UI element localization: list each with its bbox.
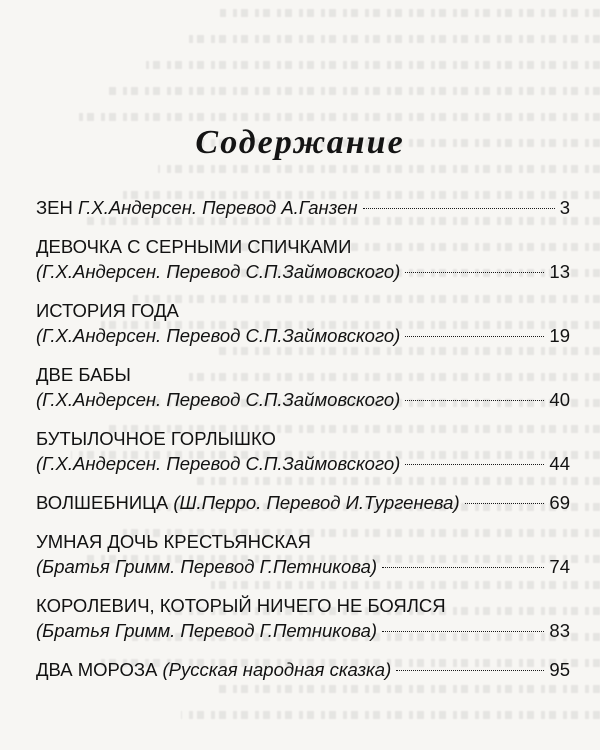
toc-line	[36, 195, 570, 220]
entry-page-number: 44	[549, 453, 570, 474]
entry-title: ДВЕ БАБЫ	[36, 364, 131, 385]
entry-title: ВОЛШЕБНИЦА	[36, 492, 169, 513]
toc-line	[36, 298, 570, 323]
dot-leader	[396, 670, 544, 671]
entry-credit: (Г.Х.Андерсен. Перевод С.П.Займовского)	[36, 261, 401, 282]
entry-title: ДВА МОРОЗА	[36, 659, 158, 680]
entry-title: ДЕВОЧКА С СЕРНЫМИ СПИЧКАМИ	[36, 236, 352, 257]
bleed-through-line	[40, 26, 600, 52]
bleed-through-line	[40, 78, 600, 104]
toc-entry	[36, 593, 570, 643]
toc-entry	[36, 529, 570, 579]
toc-text	[36, 298, 179, 323]
dot-leader	[405, 336, 544, 337]
toc-text	[36, 323, 400, 348]
toc-line	[36, 529, 570, 554]
bleed-through-line	[40, 52, 600, 78]
entry-page-number: 40	[549, 389, 570, 410]
toc-text	[36, 657, 391, 682]
toc-line	[36, 426, 570, 451]
toc-text	[36, 554, 377, 579]
toc-text	[36, 618, 377, 643]
toc-entry	[36, 426, 570, 476]
toc-entry	[36, 362, 570, 412]
toc-text	[36, 451, 400, 476]
toc-text	[36, 387, 400, 412]
dot-leader	[405, 272, 544, 273]
bleed-through-line	[40, 702, 600, 728]
toc-line	[36, 618, 570, 643]
entry-page-number: 3	[559, 197, 570, 218]
entry-credit: (Русская народная сказка)	[162, 659, 392, 680]
entry-credit: Г.Х.Андерсен. Перевод А.Ганзен	[78, 197, 358, 218]
page-title: Содержание	[195, 124, 405, 161]
entry-title: ИСТОРИЯ ГОДА	[36, 300, 179, 321]
toc-text	[36, 234, 351, 259]
entry-credit: (Братья Гримм. Перевод Г.Петникова)	[36, 556, 378, 577]
entry-credit: (Братья Гримм. Перевод Г.Петникова)	[36, 620, 378, 641]
dot-leader	[405, 400, 544, 401]
toc-line	[36, 657, 570, 682]
toc-entry	[36, 195, 570, 220]
toc-line	[36, 490, 570, 515]
entry-title: УМНАЯ ДОЧЬ КРЕСТЬЯНСКАЯ	[36, 531, 311, 552]
dot-leader	[405, 464, 544, 465]
toc-entry	[36, 298, 570, 348]
toc-line	[36, 259, 570, 284]
entry-credit: (Г.Х.Андерсен. Перевод С.П.Займовского)	[36, 453, 401, 474]
toc-text	[36, 490, 460, 515]
entry-title: КОРОЛЕВИЧ, КОТОРЫЙ НИЧЕГО НЕ БОЯЛСЯ	[36, 595, 446, 616]
entry-title: ЗЕН	[36, 197, 73, 218]
entry-title: БУТЫЛОЧНОЕ ГОРЛЫШКО	[36, 428, 276, 449]
toc-text	[36, 195, 358, 220]
toc-text	[36, 259, 400, 284]
bleed-through-line	[40, 0, 600, 26]
toc-line	[36, 593, 570, 618]
entry-page-number: 19	[549, 325, 570, 346]
toc-entry	[36, 657, 570, 682]
toc-line	[36, 451, 570, 476]
toc-entry	[36, 234, 570, 284]
entry-credit: (Ш.Перро. Перевод И.Тургенева)	[173, 492, 460, 513]
toc-line	[36, 323, 570, 348]
toc-line	[36, 387, 570, 412]
entry-page-number: 95	[549, 659, 570, 680]
dot-leader	[382, 567, 544, 568]
entry-page-number: 74	[549, 556, 570, 577]
toc-line	[36, 554, 570, 579]
table-of-contents	[36, 195, 570, 696]
toc-line	[36, 362, 570, 387]
entry-page-number: 13	[549, 261, 570, 282]
toc-text	[36, 593, 446, 618]
entry-credit: (Г.Х.Андерсен. Перевод С.П.Займовского)	[36, 389, 401, 410]
toc-text	[36, 362, 131, 387]
dot-leader	[382, 631, 544, 632]
toc-text	[36, 426, 276, 451]
toc-entry	[36, 490, 570, 515]
toc-text	[36, 529, 311, 554]
entry-page-number: 83	[549, 620, 570, 641]
toc-line	[36, 234, 570, 259]
entry-credit: (Г.Х.Андерсен. Перевод С.П.Займовского)	[36, 325, 401, 346]
dot-leader	[465, 503, 545, 504]
entry-page-number: 69	[549, 492, 570, 513]
dot-leader	[363, 208, 555, 209]
